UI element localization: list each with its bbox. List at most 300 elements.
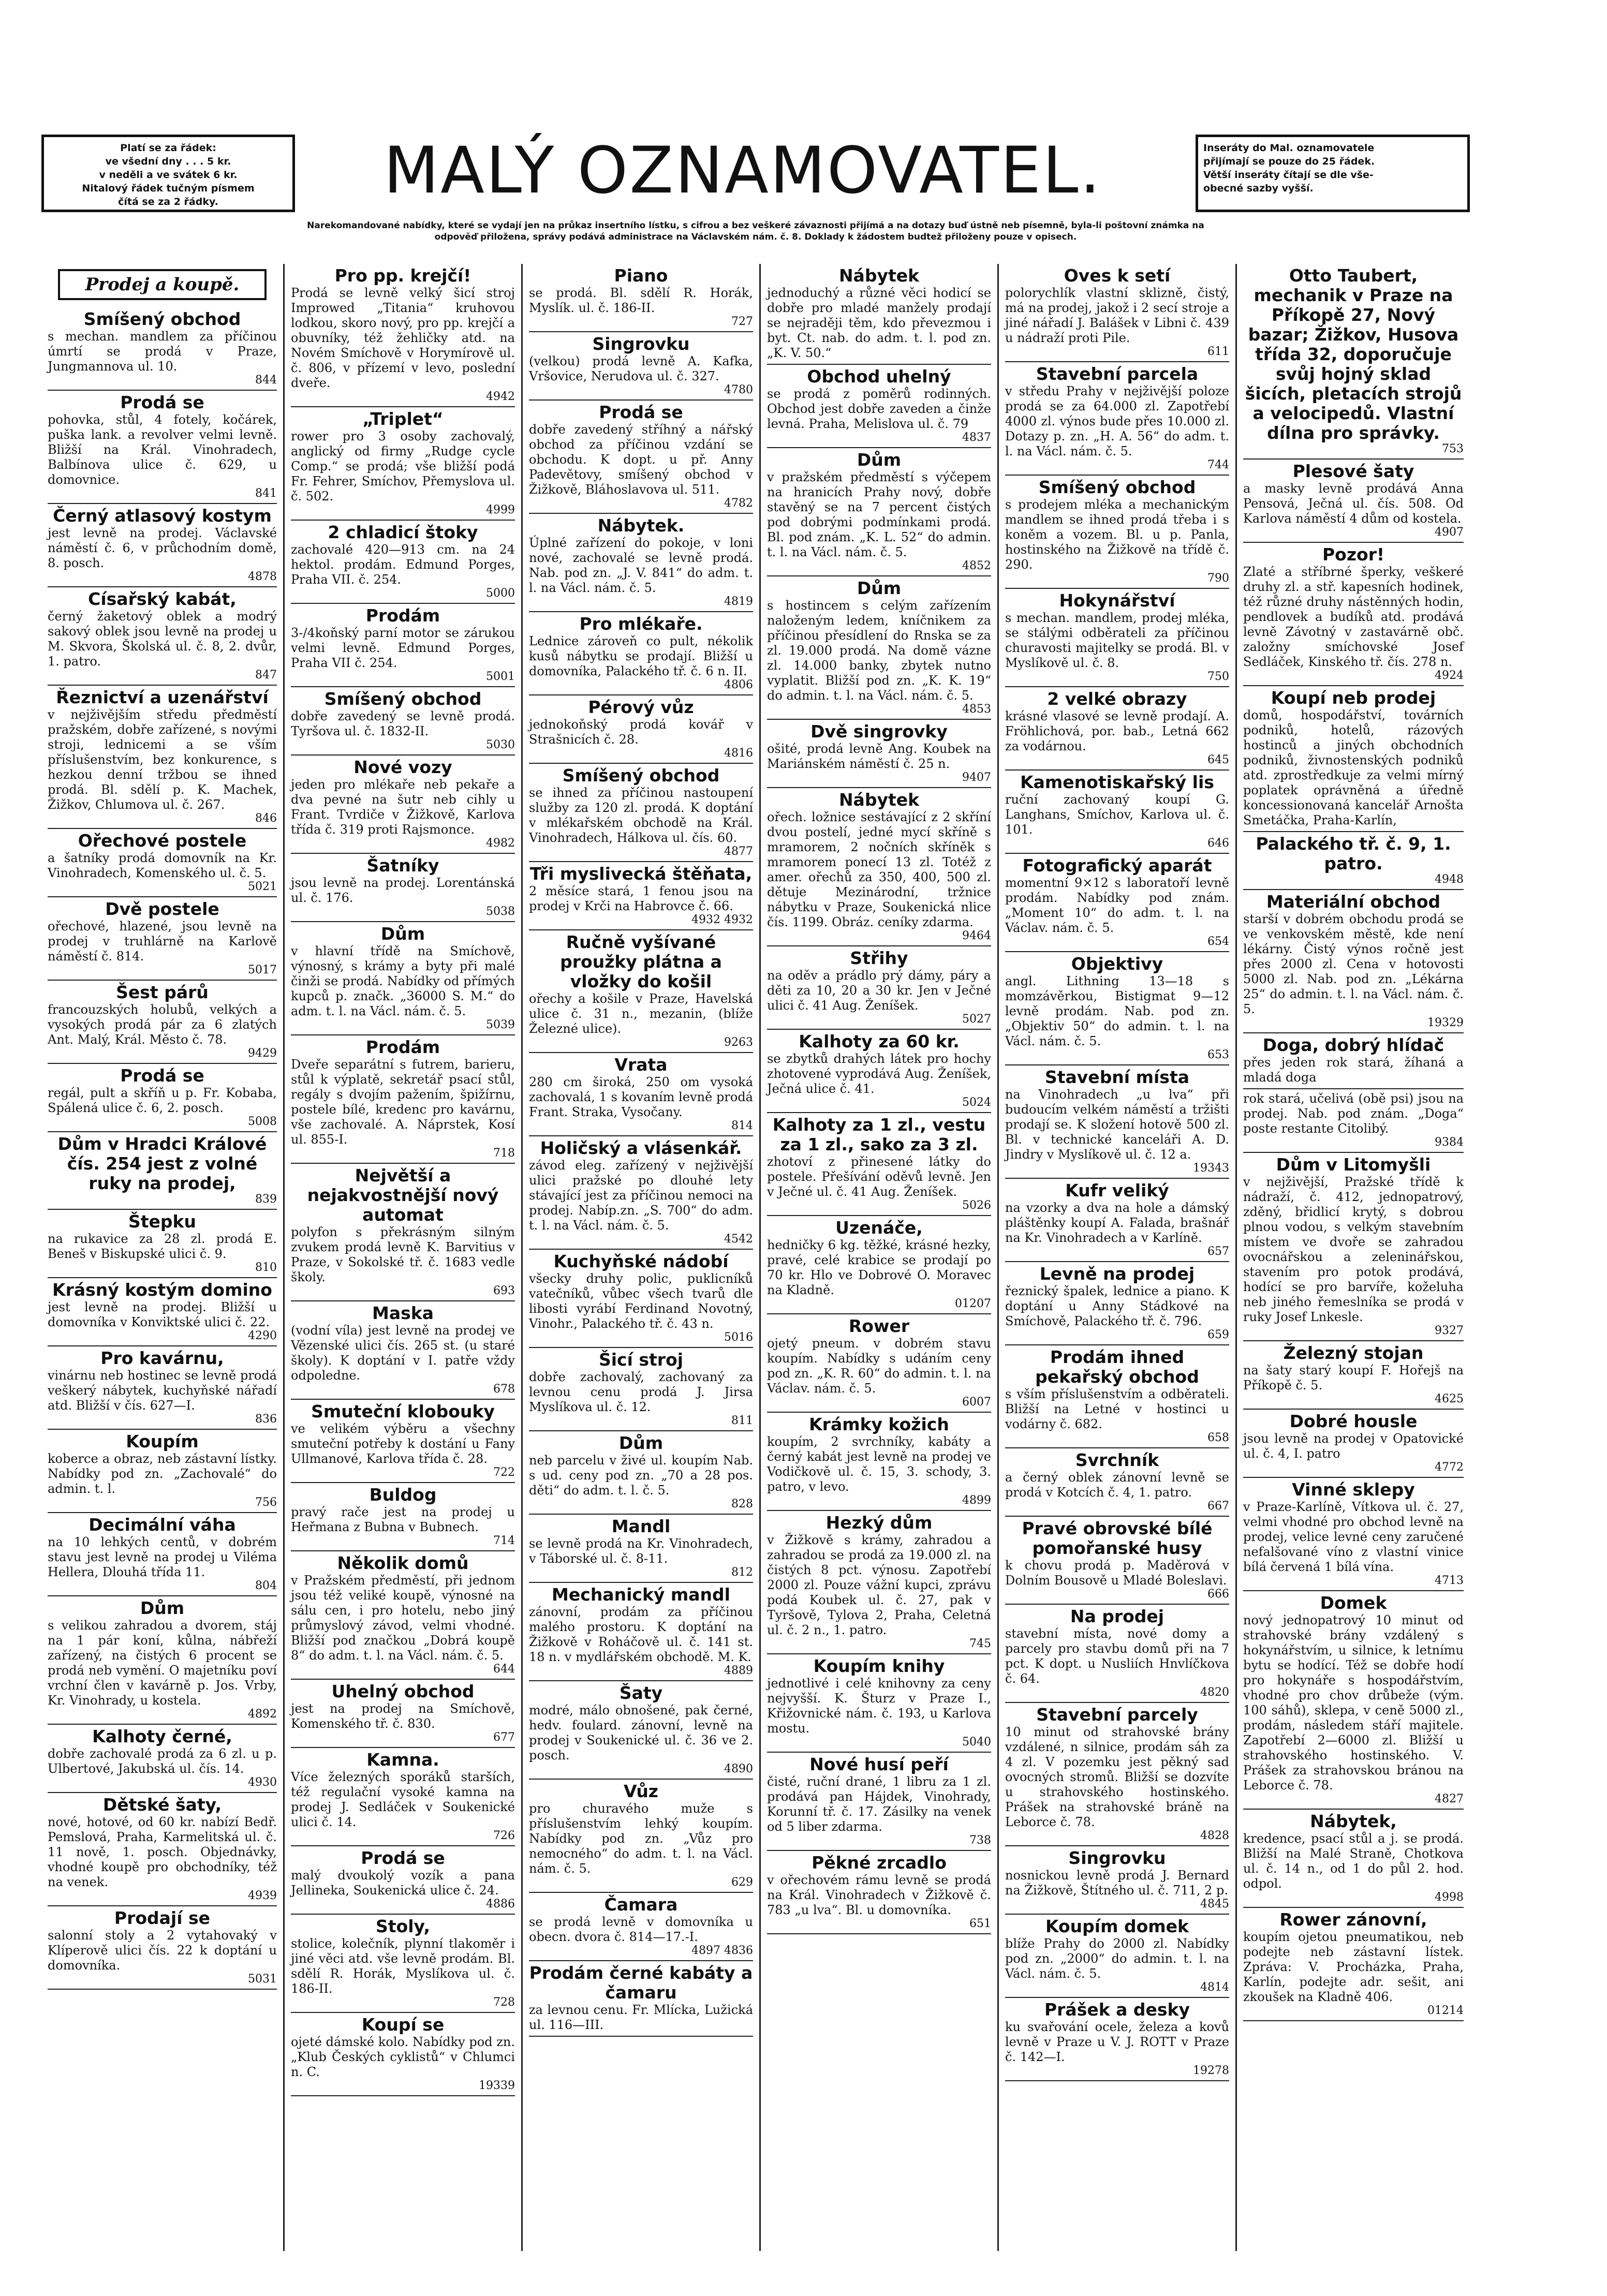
ad-text: Více železných sporáků starších, též regulační vysoké kamna na prodej J. Sedláček v Soukenické ulici č. 14. [291,1770,515,1829]
ad-title: Šaty [619,1683,663,1703]
ad-title: Ořechové postele [78,831,247,851]
ad-text: se prodá levně v domovníka u obecn. dvora č. 814—17.-I. [529,1915,753,1944]
terms-line: Větší inseráty čítají se dle vše- [1203,169,1374,181]
ad-text: s prodejem mléka a mechanickým mandlem se ihned prodá třeba i s koněm a vozem. Bl. u p. Panla, hostinského na Žižkově na třídě č. 290. [1005,497,1229,572]
ad-title: Koupím [126,1431,199,1451]
ad-number: 657 [1207,1245,1229,1258]
classified-ad [529,1893,753,1961]
ad-title: Dvě postele [105,899,219,919]
ad-title: Krásný kostým domino [52,1280,272,1300]
ad-number: 4827 [1435,1793,1464,1805]
classified-ad [529,1136,753,1250]
ad-text: 2 měsíce stará, 1 fenou jsou na prodej v Krči na Habrovce č. 66. [529,884,753,913]
ad-text: s hostincem s celým zařízením naloženým ledem, kníčnikem za příčinou přesídlení do Rnska se za zl. 19.000 prodá. Na domě vázne zl. 14.000 banky, zbytek nutno vyplatit. Bližší pod zn. „K. K. 19“ do admin. t. l. na Václ. nám. č. 5. [767,598,991,703]
classified-ad [1243,686,1464,832]
ad-title: Nové husí peří [809,1754,949,1774]
ad-text: na 10 lehkých centů, v dobrém stavu jest levně na prodej u Viléma Hellera, Dlouhá třída 11. [48,1535,277,1579]
ad-number: 666 [1207,1588,1229,1601]
ad-number: 4877 [724,845,753,858]
classified-ad [767,576,991,720]
ad-number: 4816 [724,747,753,760]
ad-number: 19329 [1427,1016,1464,1029]
classified-ad [529,401,753,514]
pricing-line: Nitalový řádek tučným písmem [82,183,255,194]
ad-number: 841 [255,487,277,500]
classified-ad [291,1400,515,1483]
ad-text: s mechan. mandlem za příčinou úmrtí se prodá v Praze, Jungmannova ul. 10. [48,329,277,374]
ad-text: ojetý pneum. v dobrém stavu koupím. Nabídky s udáním ceny pod zn. „K. R. 60“ do admin. t. l. na Václav. nám. č. 5. [767,1336,991,1396]
ad-title: Vinné sklepy [1292,1479,1415,1500]
ad-title: Koupím knihy [813,1656,945,1676]
ad-number: 753 [1442,442,1464,455]
ad-text: pohovka, stůl, 4 fotely, kočárek, puška lank. a revolver velmi levně. Bližší na Král. Vinohradech, Balbínova ulice č. 629, u domovnice. [48,412,277,487]
masthead-note [41,220,1470,243]
classified-ad [1243,832,1464,890]
ad-number: 5008 [248,1115,277,1128]
ad-text: ořechy a košile v Praze, Havelská ulice č. 31 n., mezanin, (blíže Železné ulice). [529,991,753,1036]
ad-text: rower pro 3 osoby zachovalý, anglický od firmy „Rudge cycle Comp.“ se prodá; vše bližší podá Fr. Fehrer, Smíchov, Přemyslova ul. č. 502. [291,429,515,503]
classified-ad [48,1513,277,1596]
ad-text: v hlavní třídě na Smíchově, výnosný, s krámy a byty při malé činži se prodá. Nabídky od přímých kupců p. značk. „36000 S. M.“ do adm. t. l. na Václ. nám. č. 5. [291,944,515,1018]
column-4 [761,264,999,2251]
ad-title: Pérový vůz [588,697,694,717]
ad-number: 4982 [486,837,515,850]
ad-title: Oves k setí [1064,265,1171,286]
classified-ad [48,829,277,897]
ad-title: Obchod uhelný [807,366,951,387]
classified-ad [291,1164,515,1301]
ad-title: Prodá se [599,402,683,422]
ad-text: koupím, 2 svrchníky, kabáty a černý kabát jest levně na prodej ve Vodičkově ul. č. 15, 3. schody, 3. patro, v levo. [767,1434,991,1494]
ad-number: 839 [255,1193,277,1206]
classified-ad [291,687,515,756]
ad-title: Hokynářství [1059,590,1175,611]
ad-number: 846 [255,812,277,825]
ad-title: Kamna. [366,1750,439,1770]
ad-number: 750 [1207,670,1229,683]
classified-ad [529,862,753,930]
ad-number: 814 [731,1119,753,1132]
ad-title: Čamara [604,1894,678,1915]
classified-ad [48,1132,277,1210]
ad-text: Úplné zařízení do pokoje, v loni nové, zachovalé se levně prodá. Nab. pod zn. „J. V. 841“ do adm. t. l. na Václ. nám. č. 5. [529,536,753,595]
ad-text: polorychlík vlastní sklizně, čistý, má na prodej, jakož i 2 secí stroje a jiné nářadí J. Balášek v Libni č. 439 u nádraží proti Pile. [1005,286,1229,345]
ad-text: salonní stoly a 2 vytahovaký v Klíperově ulici čís. 22 k doptání u domovníka. [48,1928,277,1973]
classified-ad [529,1250,753,1348]
classified-ad [48,391,277,504]
classified-ad [529,1780,753,1893]
ad-title: Prodá se [120,1065,204,1086]
ad-title: Koupím domek [1045,1916,1189,1936]
ad-title: Objektivy [1071,954,1163,974]
classified-ad [529,1583,753,1681]
classified-ad [767,946,991,1030]
ad-number: 4290 [248,1329,277,1342]
classified-ad [1243,1410,1464,1478]
ad-text: s mechan. mandlem, prodej mléka, se stálými odběrateli za příčinou churavosti majitelky se prodá. Bl. v Myslíkově ul. č. 8. [1005,611,1229,670]
classified-ad [291,1551,515,1680]
ad-title: Pro kavárnu, [100,1348,224,1368]
classified-ad [767,264,991,365]
ad-text: v pražském předměstí s výčepem na hranicích Prahy nový, dobře stavěný se na 7 percent čistých pod dobrými podmínkami prodá. Bl. pod znám. „K. L. 52“ do admin. t. l. na Václ. nám. č. 5. [767,470,991,559]
ad-number: 9429 [248,1047,277,1060]
ad-number: 19339 [479,2079,515,2092]
classified-ad [1243,1089,1464,1153]
ad-number: 5030 [486,738,515,751]
pricing-line: ve všední dny . . . 5 kr. [105,156,231,167]
ad-title: Singrovku [1068,1848,1166,1868]
ad-number: 836 [255,1413,277,1426]
ad-number: 5021 [248,880,277,893]
ad-number: 4890 [724,1762,753,1775]
classified-ad [291,922,515,1035]
ad-text: zánovní, prodám za příčinou malého prostoru. K doptání na Žižkově v Roháčově ul. č. 141 st. 18 n. v mydlářském obchodě. M. K. [529,1605,753,1664]
ad-number: 5000 [486,587,515,600]
ad-number: 5027 [962,1013,991,1026]
ad-text: a černý oblek zánovní levně se prodá v Kotcích č. 4, 1. patro. [1005,1470,1229,1500]
classified-ad [48,1596,277,1725]
ad-number: 9407 [962,771,991,784]
classified-ad [767,1851,991,1934]
classified-ad [48,897,277,981]
ad-text: jest na prodej na Smíchově, Komenského tř. č. 830. [291,1701,515,1731]
ad-text: zhotoví z přinesené látky do postele. Přešívání oděvů levně. Jen v Ječné ul. č. 41 Aug. Ženíšek. [767,1154,991,1199]
classified-ad [291,604,515,687]
classified-ad [291,521,515,604]
ad-number: 4889 [724,1664,753,1677]
ad-text: k chovu prodá p. Maděrová v Dolním Bousově u Mladé Boleslavi. [1005,1558,1229,1588]
page-title: MALÝ OZNAMOVATEL. [384,134,1102,208]
ad-title: Dům [618,1433,664,1453]
ad-number: 727 [731,315,753,328]
ad-number: 722 [493,1466,515,1479]
ad-text: v Pražském předměstí, při jednom jsou též veliké koupě, výnosné na sálu cen, i pro hotelu, nebo jiný průmyslový závod, velmi vhodné. Bližší pod značkou „Dobrá koupě 8“ do adm. t. l. na Václ. nám. č. 5. [291,1573,515,1663]
ad-title: Dům [857,578,902,598]
ad-title: Císařský kabát, [88,589,237,609]
classified-ad [1005,1846,1229,1915]
ad-title: Pravé obrovské bílé pomořanské husy [1022,1518,1213,1558]
classified-ad [1243,1810,1464,1908]
classified-ad [1005,476,1229,589]
ad-number: 756 [255,1496,277,1509]
pricing-line: čítá se za 2 řádky. [118,196,218,208]
classified-ad [48,981,277,1064]
ad-text: koberce a obraz, neb zástavní lístky. Nabídky pod zn. „Zachovalé“ do admin. t. l. [48,1451,277,1496]
classified-ad [291,407,515,521]
column-2 [285,264,523,2251]
ad-number: 4899 [962,1494,991,1507]
ad-text: na šaty starý koupí F. Hořejš na Příkopě č. 5. [1243,1363,1464,1393]
classified-ad [48,686,277,829]
ad-text: se levně prodá na Kr. Vinohradech, v Táborské ul. č. 8-11. [529,1536,753,1566]
ad-title: Vůz [623,1781,659,1801]
ad-title: Plesové šaty [1292,461,1414,481]
classified-ad [1005,854,1229,952]
ad-number: 4780 [724,383,753,396]
ad-title: Stavební parcela [1036,364,1199,384]
ad-title: Svrchník [1075,1450,1159,1470]
classified-ad [48,1210,277,1278]
classified-ad [529,695,753,764]
ad-text: francouzských holubů, velkých a vysokých prodá pár za 6 zlatých Ant. Malý, Král. Město č. 78. [48,1002,277,1047]
ad-number: 4942 [486,390,515,403]
classified-ad [48,1906,277,1990]
ad-title: Dobré housle [1289,1411,1418,1431]
ad-title: Rower [848,1316,910,1336]
ad-text: modré, málo obnošené, pak černé, hedv. foulard. zánovní, levně na prodej v Soukenické ul. č. 36 ve 2. posch. [529,1703,753,1762]
ad-title: Holičský a vlásenkář. [540,1138,742,1158]
ad-title: Vrata [614,1055,668,1075]
ad-title: Řeznictví a uzenářství [56,687,269,707]
ad-text: se zbytků drahých látek pro hochy zhotovené vyprodává Aug. Ženíšek, Ječná ulice č. 41. [767,1051,991,1096]
ad-title: Smíšený obchod [562,765,720,786]
ad-number: 804 [255,1579,277,1592]
ad-title: Stoly, [375,1916,430,1936]
ad-text: malý dvoukolý vozík a pana Jellineka, Soukenická ulice č. 24. [291,1868,515,1898]
ad-number: 646 [1207,837,1229,850]
classified-ad [1243,264,1464,460]
classified-ad [767,448,991,576]
ad-text: zachovalé 420—913 cm. na 24 hektol. prodám. Edmund Porges, Praha VII. č. 254. [291,542,515,587]
classified-ad [767,1511,991,1654]
ad-title: Šicí stroj [598,1350,684,1370]
ad-text: nosnickou levně prodá J. Bernard na Žižkově, Štítného ul. č. 711, 2 p. [1005,1868,1229,1898]
ad-text: dobře zavedený se levně prodá. Tyršova ul. č. 1832-II. [291,709,515,738]
ad-title: Prodám ihned pekařský obchod [1035,1347,1199,1387]
ad-number: 651 [969,1917,991,1930]
ad-text: koupím ojetou pneumatikou, neb podejte neb zástavní lístek. Zpráva: V. Procházka, Praha, Karlín, podejte adr. sešit, ani zkoušek na Kladně 406. [1243,1930,1464,2004]
classified-ad [1243,890,1464,1033]
ad-number: 645 [1207,753,1229,766]
column-5 [999,264,1237,2251]
classified-ad [291,1748,515,1846]
ad-title: Černý atlasový kostym [53,506,272,526]
ad-text: jednotlivé i celé knihovny za ceny nejvyšší. K. Šturz v Praze I., Křižovnické nám. č. 193, u Karlova mostu. [767,1676,991,1736]
ad-title: Nové vozy [353,757,452,777]
ad-title: Maska [372,1303,434,1323]
ad-number: 4625 [1435,1393,1464,1405]
ad-number: 9263 [724,1036,753,1049]
ad-number: 4897 4836 [691,1944,753,1957]
ad-text: momentní 9×12 s laboratoří levně prodám. Nabídky pod znám. „Moment 10“ do adm. t. l. na Václav. nám. č. 5. [1005,876,1229,935]
ad-number: 4713 [1435,1574,1464,1587]
classified-ad [529,1431,753,1515]
ad-number: 4999 [486,503,515,516]
ad-title: Levně na prodej [1039,1264,1195,1284]
ad-number: 4853 [962,703,991,716]
ad-number: 4932 4932 [691,913,753,926]
classified-ad [529,514,753,612]
classified-ad [291,1680,515,1748]
column-3 [523,264,761,2251]
classified-ad [1005,1179,1229,1262]
ad-text: v Žižkově s krámy, zahradou a zahradou se prodá za 19.000 zl. na čistých 8 pct. výnosu. Zapotřebí 2000 zl. Pouze vážní kupci, zprávu podá Koubek ul. č. 27, pak v Tyršově, Tylova 2, Praha, Celetná ul. č. 2 n., 1. patro. [767,1533,991,1637]
ad-text: jednokoňský prodá kovář v Strašnicích č. 28. [529,717,753,747]
ad-title: Uhelný obchod [331,1681,475,1701]
ad-title: Kalhoty za 60 kr. [799,1031,960,1051]
ad-title: Dům v Litomyšli [1276,1154,1431,1175]
classified-ad [291,1483,515,1551]
ad-title: Stavební místa [1044,1067,1189,1087]
ad-number: 659 [1207,1328,1229,1341]
ad-title: Prodám [365,605,440,626]
terms-line: přijímají se pouze do 25 řádek. [1203,156,1375,167]
ad-text: na rukavice za 28 zl. prodá E. Beneš v Biskupské ulici č. 9. [48,1232,277,1261]
ad-text: všecky druhy polic, puklicníků vatečníků, vůbec všech tvarů dle libosti vyrábí Ferdinand Novotný, Vinohr., Palackého tř. č. 43 n. [529,1271,753,1331]
ad-title: Decimální váha [89,1515,236,1535]
classified-ad [529,930,753,1053]
ad-number: 4886 [486,1898,515,1910]
ad-title: Otto Taubert, mechanik v Praze na Příkopě 27, Nový bazar; Žižkov, Husova třída 32, doporučuje svůj hojný sklad šicích, pletacích strojů a velocipedů. Vlastní dílna pro správky. [1245,265,1462,443]
classified-ad [1005,1345,1229,1448]
classified-ad [291,1915,515,2013]
ad-text: přes jeden rok stará, žíhaná a mladá doga [1243,1055,1464,1085]
ad-title: Piano [614,265,668,286]
ad-title: Singrovku [592,334,690,354]
ad-number: 5031 [248,1973,277,1986]
classified-ad [48,1278,277,1346]
ad-text: angl. Lithning 13—18 s momzávěrkou, Bistigmat 9—12 levně prodám. Nab. pod zn. „Objektiv 50“ do admin. t. l. na Václ. nám. č. 5. [1005,974,1229,1048]
ad-title: Kamenotiskařský lis [1020,772,1214,792]
ad-text: ořechové, hlazené, jsou levně na prodej v truhlárně na Karlově náměstí č. 814. [48,919,277,964]
ad-title: Dům v Hradci Králové čís. 254 jest z volné ruky na prodej, [57,1134,267,1193]
ad-number: 5040 [962,1736,991,1749]
ad-text: za levnou cenu. Fr. Mlícka, Lužická ul. 116—III. [529,2003,753,2032]
classified-ad [767,1413,991,1511]
ad-text: hedničky 6 kg. těžké, krásné hezky, pravé, celé krabice se prodají po 70 kr. Hlo ve Dobrové O. Moravec na Kladně. [767,1238,991,1297]
ad-title: Smíšený obchod [83,309,241,329]
ad-title: Střihy [850,948,908,968]
classified-ad [1005,362,1229,476]
classified-ad [529,1515,753,1583]
ad-title: Nábytek, [1310,1811,1397,1831]
ad-title: Uzenáče, [835,1218,923,1238]
ad-number: 4806 [724,678,753,691]
classified-ad [1005,1262,1229,1345]
pricing-box [41,135,295,212]
ad-title: Několik domů [337,1553,469,1573]
ad-number: 811 [731,1414,753,1427]
ad-text: ořech. ložnice sestávající z 2 skříní dvou postelí, jedné mycí skříně s mramorem, 2 nočních skříněk s mramorem ponecí 13 zl. Totéž z amer. ořechů za 350, 400, 500 zl. dětuje Mezinárodní, tržnice nábytku v Praze, Soukenická nlice čís. 1199. Obráz. ceníky zdarma. [767,810,991,929]
classified-ad [48,1793,277,1906]
classified-ad [767,788,991,946]
classified-ad [48,587,277,686]
ad-number: 6007 [962,1396,991,1409]
ad-number: 810 [255,1261,277,1274]
ad-number: 4782 [724,497,753,510]
ad-title: Nábytek. [597,515,685,536]
ad-number: 726 [493,1829,515,1842]
ad-text: pravý rače jest na prodej u Heřmana z Bubna v Bubnech. [291,1505,515,1534]
ad-title: Mandl [611,1516,671,1536]
ad-title: Hezký dům [825,1513,933,1533]
ad-text: čisté, ruční drané, 1 libru za 1 zl. prodává pan Hájdek, Vinohrady, Korunní tř. č. 17. Zásilky na venek od 5 liber zdarma. [767,1774,991,1834]
terms-line: obecné sazby vyšší. [1203,183,1314,194]
ad-number: 812 [731,1566,753,1579]
ad-number: 5001 [486,670,515,683]
ad-number: 678 [493,1383,515,1396]
masthead [41,124,1470,243]
ad-number: 4820 [1200,1686,1229,1699]
classified-ad [291,1846,515,1915]
ad-number: 667 [1207,1500,1229,1513]
ad-title: Fotografický aparát [1022,855,1212,876]
ad-title: Prášek a desky [1044,1999,1190,2020]
ad-title: Smíšený obchod [1038,477,1196,497]
ad-text: 3-/4koňský parní motor se zárukou velmi levně. Edmund Porges, Praha VII č. 254. [291,626,515,670]
ad-number: 847 [255,669,277,682]
column-1 [41,264,285,2251]
ad-number: 714 [493,1534,515,1547]
classified-ad [291,854,515,922]
ad-text: ojeté dámské kolo. Nabídky pod zn. „Klub Českých cyklistů“ v Chlumci n. C. [291,2035,515,2079]
ad-text: jest levně na prodej. Bližší u domovníka v Konviktské ulici č. 22. [48,1300,277,1329]
classified-ad [529,612,753,695]
ad-number: 693 [493,1284,515,1297]
note-line: Narekomandované nabídky, které se vydají jen na průkaz insertního lístku, s cifrou a bez veškeré závaznosti přijímá a na dotazy buď ústně neb písemně, byla-li poštovní známka na [307,220,1204,231]
classified-ad [767,1654,991,1753]
ad-text: 10 minut od strahovské brány vzdálené, n silnice, prodám sáh za 4 zl. V pozemku jest pěkný sad ovocných stromů. Bližší se dozvíte u strahovského hostinského. Prášek na strahovské bráně na Leborce č. 78. [1005,1725,1229,1829]
ad-number: 01214 [1427,2004,1464,2017]
ad-number: 5016 [724,1331,753,1344]
ad-text: na vzorky a dva na hole a dámský pláštěnky koupí A. Falada, brašnář na Kr. Vinohradech a v Karlíně. [1005,1201,1229,1245]
ad-title: Domek [1320,1593,1387,1613]
classified-ad [529,1961,753,2037]
ad-title: Prodá se [361,1848,445,1868]
ad-text: v středu Prahy v nejživější poloze prodá se za 64.000 zl. Zapotřebí 4000 zl. výnos bude přes 10.000 zl. Dotazy p. zn. „H. A. 56“ do adm. t. l. na Václ. nám. č. 5. [1005,384,1229,458]
ad-number: 629 [731,1876,753,1889]
classified-ad [767,1314,991,1413]
classified-ad [1243,543,1464,686]
classified-ad [529,264,753,332]
ad-text: 280 cm široká, 250 om vysoká zachovalá, 1 s kovaním levně prodá Frant. Straka, Vysočany. [529,1075,753,1119]
ad-title: Nábytek [838,265,920,286]
classified-ad [1005,1448,1229,1517]
ad-title: Prodá se [120,392,204,412]
ad-number: 738 [969,1834,991,1847]
classified-ad [48,307,277,391]
ad-text: rok stará, učelivá (obě psi) jsou na prodej. Nab. pod znám. „Doga“ poste restante Citolibý. [1243,1091,1464,1136]
ad-title: Materiální obchod [1266,892,1441,912]
ad-title: Kufr veliký [1065,1180,1169,1201]
ad-text: s vším příslušenstvím a odběrateli. Bližší na Letné v hostinci u vodárny č. 682. [1005,1387,1229,1431]
ad-title: Koupí neb prodej [1271,688,1436,708]
classified-ad [1005,589,1229,687]
ad-title: Šest párů [116,982,209,1002]
classified-ad [48,1346,277,1430]
classified-ad [291,1301,515,1400]
ad-text: se prodá z poměrů rodinných. Obchod jest dobře zaveden a činže levná. Praha, Melislova ul. č. 79 [767,387,991,431]
ad-number: 5038 [486,905,515,918]
classified-ad [1005,1915,1229,1998]
pricing-line: Platí se za řádek: [120,142,216,154]
classified-ad [291,1035,515,1164]
ad-title: Kalhoty černé, [92,1726,232,1746]
ad-number: 4772 [1435,1461,1464,1474]
ad-text: se prodá. Bl. sdělí R. Horák, Myslík. ul. č. 186-II. [529,286,753,315]
classified-ad [529,1681,753,1780]
ad-number: 745 [969,1637,991,1650]
ad-text: na Vinohradech „u lva“ při budoucím velkém náměstí a tržišti prodají se. K složení hotově 500 zl. Bl. v technické kanceláři A. D. Jindry v Myslíkově ul. č. 12 a. [1005,1087,1229,1162]
ad-title: Dětské šaty, [102,1795,222,1815]
ad-text: a masky levně prodává Anna Pensová, Ječná ul. čís. 508. Od Karlova náměstí 4 dům od kostela. [1243,481,1464,526]
ad-title: „Triplet“ [362,409,444,429]
ad-title: Stavební parcely [1036,1705,1198,1725]
ad-text: (vodní víla) jest levně na prodej ve Vězenské ulici čís. 265 st. (u staré školy). K doptání v I. patře vždy odpoledne. [291,1323,515,1383]
ad-number: 4948 [1435,873,1464,886]
ad-number: 4939 [248,1889,277,1902]
classified-ad [1005,264,1229,362]
